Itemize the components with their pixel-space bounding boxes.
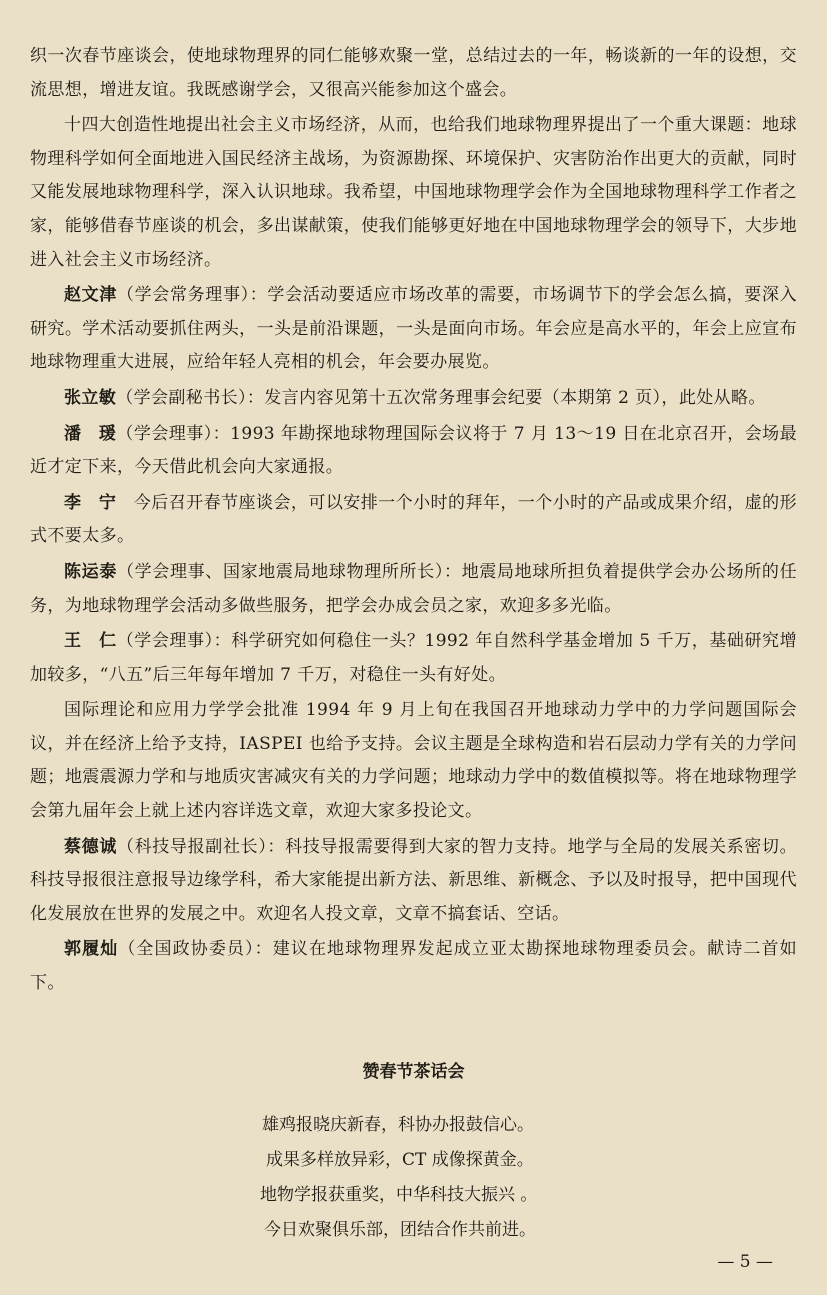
paragraph	[30, 279, 797, 380]
poem	[262, 1108, 797, 1248]
paragraph	[30, 418, 797, 485]
paragraph-text: （学会常务理事）：学会活动要适应市场改革的需要，市场调节下的学会怎么搞，要深入研究。学术活动要抓住两头，一头是前沿课题，一头是面向市场。年会应是高水平的，年会上应宣布地球物理重大进展，应给年轻人亮相的机会，年会要办展览。	[30, 285, 797, 373]
poem-line: 成果多样放异彩，CT 成像探黄金。	[266, 1149, 534, 1170]
paragraph	[30, 40, 797, 107]
page-number: — 5 —	[717, 1252, 773, 1272]
speaker-name: 陈运泰	[64, 561, 117, 582]
poem-line: 地物学报获重奖，中华科技大振兴 。	[260, 1184, 538, 1205]
speaker-name: 潘 瑗	[64, 423, 117, 444]
paragraph	[30, 625, 797, 692]
speaker-name: 赵文津	[64, 285, 117, 306]
paragraph-text: 织一次春节座谈会，使地球物理界的同仁能够欢聚一堂，总结过去的一年，畅谈新的一年的设想，交流思想，增进友谊。我既感谢学会，又很高兴能参加这个盛会。	[30, 46, 797, 100]
speaker-name: 郭履灿	[64, 939, 119, 960]
paragraph-text: （学会理事、国家地震局地球物理所所长）：地震局地球所担负着提供学会办公场所的任务，为地球物理学会活动多做些服务，把学会办成会员之家，欢迎多多光临。	[30, 561, 797, 616]
speaker-name: 张立敏	[64, 387, 117, 408]
paragraph-text: （学会理事）：科学研究如何稳住一头？1992 年自然科学基金增加 5 千万，基础研究增加较多，“八五”后三年每年增加 7 千万，对稳住一头有好处。	[30, 631, 797, 685]
paragraph	[30, 694, 797, 828]
paragraph	[30, 109, 797, 277]
paragraph-text: （全国政协委员）：建议在地球物理界发起成立亚太勘探地球物理委员会。献诗二首如下。	[30, 939, 797, 994]
paragraph-text: 国际理论和应用力学学会批准 1994 年 9 月上旬在我国召开地球动力学中的力学问题国际会议，并在经济上给予支持，IASPEI 也给予支持。会议主题是全球构造和岩石层动力学有关的力学问题；地震震源力学和与地质灾害减灾有关的力学问题；地球动力学中的数值模拟等。将在地球物理学会第九届年会上就上述内容详选文章，欢迎大家多投论文。	[30, 700, 797, 822]
paragraph-text: （科技导报副社长）：科技导报需要得到大家的智力支持。地学与全局的发展关系密切。科技导报很注意报导边缘学科，希大家能提出新方法、新思维、新概念、予以及时报导，把中国现代化发展放在世界的发展之中。欢迎名人投文章，文章不搞套话、空话。	[30, 836, 797, 924]
speaker-name: 王 仁	[64, 631, 117, 652]
poem-line: 雄鸡报晓庆新春，科协办报鼓信心。	[262, 1114, 534, 1135]
paragraph	[30, 831, 797, 932]
poem-title: 赞春节茶话会	[362, 1061, 465, 1082]
paragraph	[30, 556, 797, 623]
paragraph	[30, 382, 797, 416]
paragraph	[30, 487, 797, 554]
paragraph-text: （学会副秘书长）：发言内容见第十五次常务理事会纪要（本期第 2 页），此处从略。	[116, 387, 766, 408]
paragraph-text: 今后召开春节座谈会，可以安排一个小时的拜年，一个小时的产品或成果介绍，虚的形式不要太多。	[30, 492, 798, 547]
paragraph-text: （学会理事）：1993 年勘探地球物理国际会议将于 7 月 13～19 日在北京召开，会场最近才定下来，今天借此机会向大家通报。	[30, 423, 797, 478]
article-body	[30, 40, 797, 1001]
poem-line: 今日欢聚俱乐部，团结合作共前进。	[264, 1219, 536, 1240]
paragraph	[30, 933, 797, 1000]
speaker-name: 李 宁	[64, 492, 117, 513]
speaker-name: 蔡德诚	[64, 836, 117, 857]
paragraph-text: 十四大创造性地提出社会主义市场经济，从而，也给我们地球物理界提出了一个重大课题：地球物理科学如何全面地进入国民经济主战场，为资源勘探、环境保护、灾害防治作出更大的贡献，同时又能发展地球物理科学，深入认识地球。我希望，中国地球物理学会作为全国地球物理科学工作者之家，能够借春节座谈的机会，多出谋献策，使我们能够更好地在中国地球物理学会的领导下，大步地进入社会主义市场经济。	[30, 115, 797, 270]
